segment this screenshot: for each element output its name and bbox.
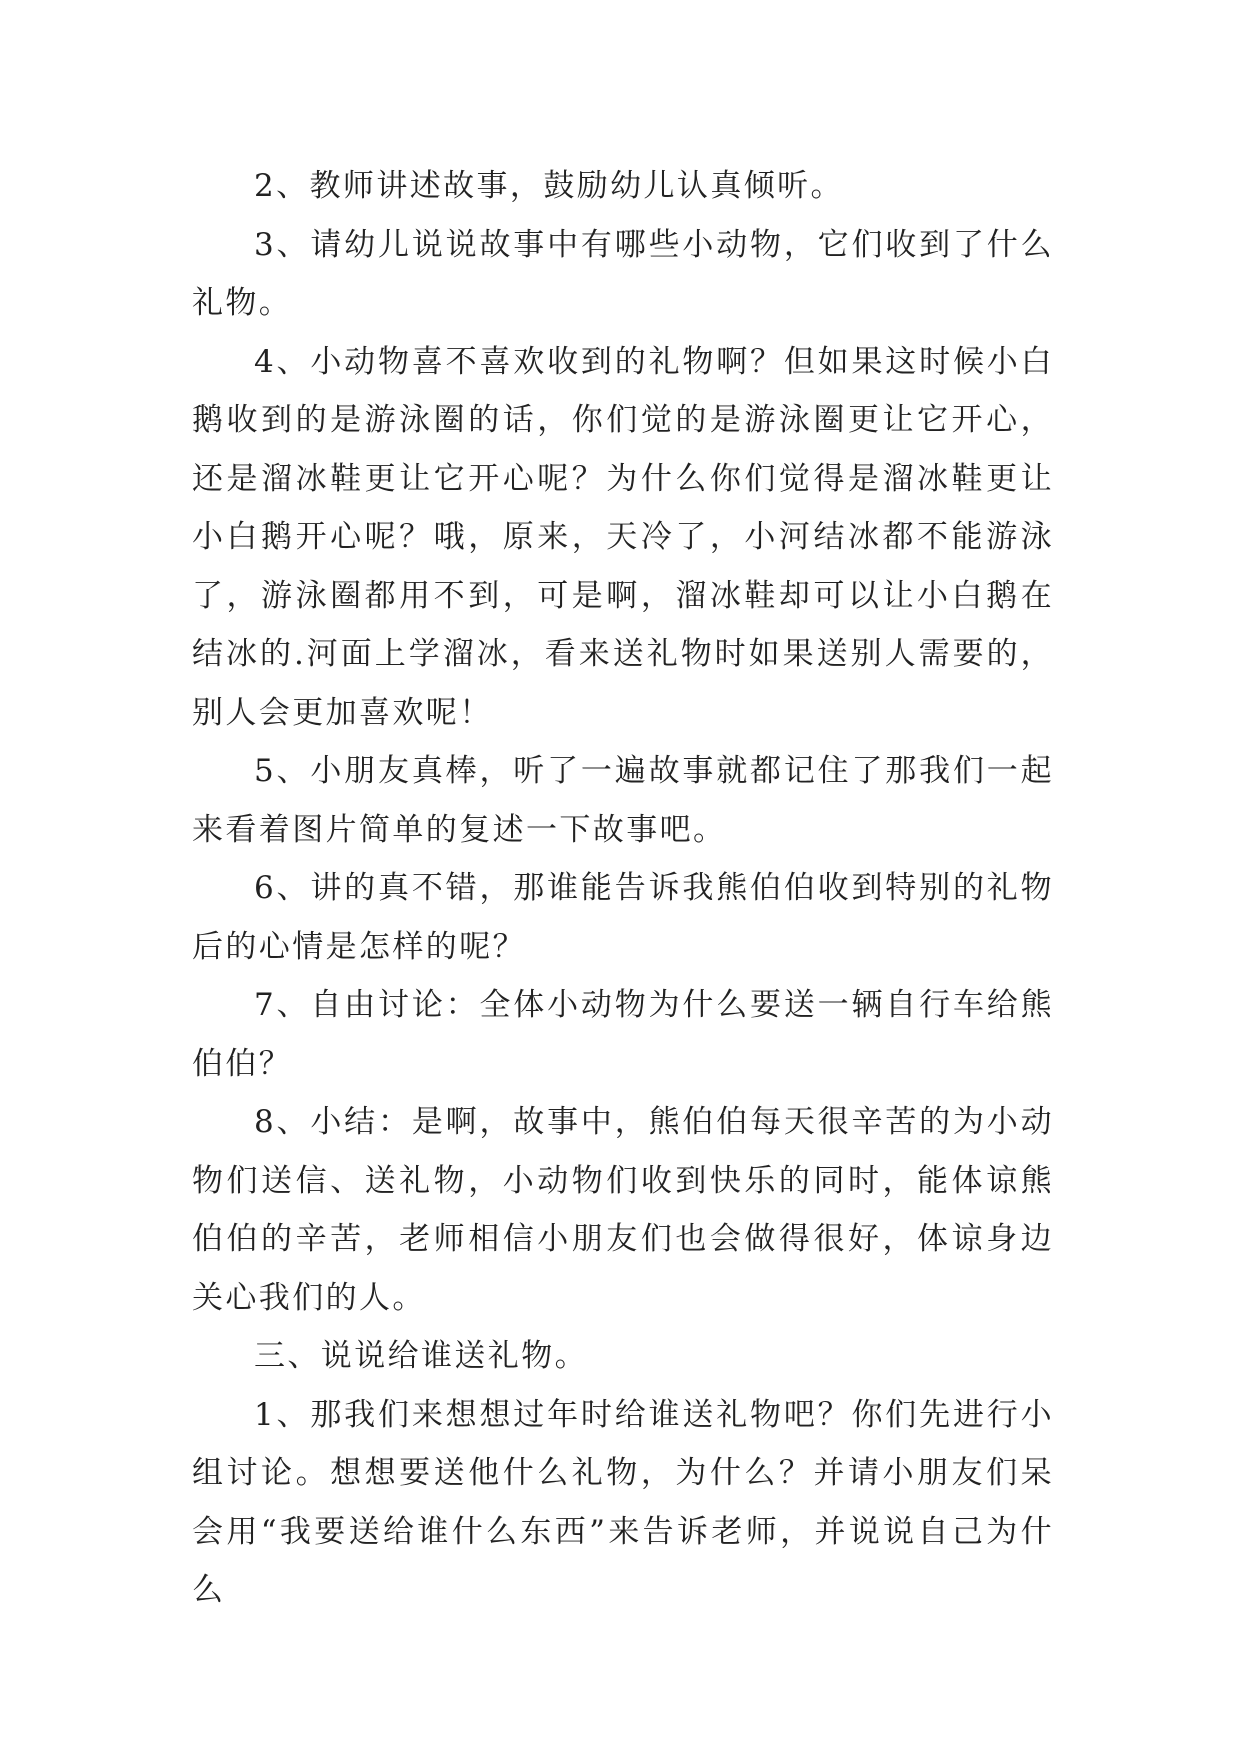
paragraph-step-6: 6、讲的真不错，那谁能告诉我熊伯伯收到特别的礼物后的心情是怎样的呢？ xyxy=(192,870,1054,965)
paragraph-step-8: 8、小结：是啊，故事中，熊伯伯每天很辛苦的为小动物们送信、送礼物，小动物们收到快乐的同时，能体谅熊伯伯的辛苦，老师相信小朋友们也会做得很好，体谅身边关心我们的人。 xyxy=(192,1104,1054,1316)
paragraph-step-2: 2、教师讲述故事，鼓励幼儿认真倾听。 xyxy=(254,168,844,204)
section-heading-3: 三、说说给谁送礼物。 xyxy=(254,1338,588,1374)
paragraph-step-5: 5、小朋友真棒，听了一遍故事就都记住了那我们一起来看着图片简单的复述一下故事吧。 xyxy=(192,753,1054,848)
document-body xyxy=(192,157,1054,1620)
paragraph-step-3: 3、请幼儿说说故事中有哪些小动物，它们收到了什么礼物。 xyxy=(192,226,1054,321)
paragraph-step-4: 4、小动物喜不喜欢收到的礼物啊？但如果这时候小白鹅收到的是游泳圈的话，你们觉的是游泳圈更让它开心，还是溜冰鞋更让它开心呢？为什么你们觉得是溜冰鞋更让小白鹅开心呢？哦，原来，天冷了，小河结冰都不能游泳了，游泳圈都用不到，可是啊，溜冰鞋却可以让小白鹅在结冰的.河面上学溜冰，看来送礼物时如果送别人需要的，别人会更加喜欢呢！ xyxy=(192,343,1054,731)
paragraph-step-7: 7、自由讨论：全体小动物为什么要送一辆自行车给熊伯伯？ xyxy=(192,987,1054,1082)
paragraph-section-3-step-1: 1、那我们来想想过年时给谁送礼物吧？你们先进行小组讨论。想想要送他什么礼物，为什么？并请小朋友们呆会用“我要送给谁什么东西”来告诉老师，并说说自己为什么 xyxy=(192,1396,1054,1608)
